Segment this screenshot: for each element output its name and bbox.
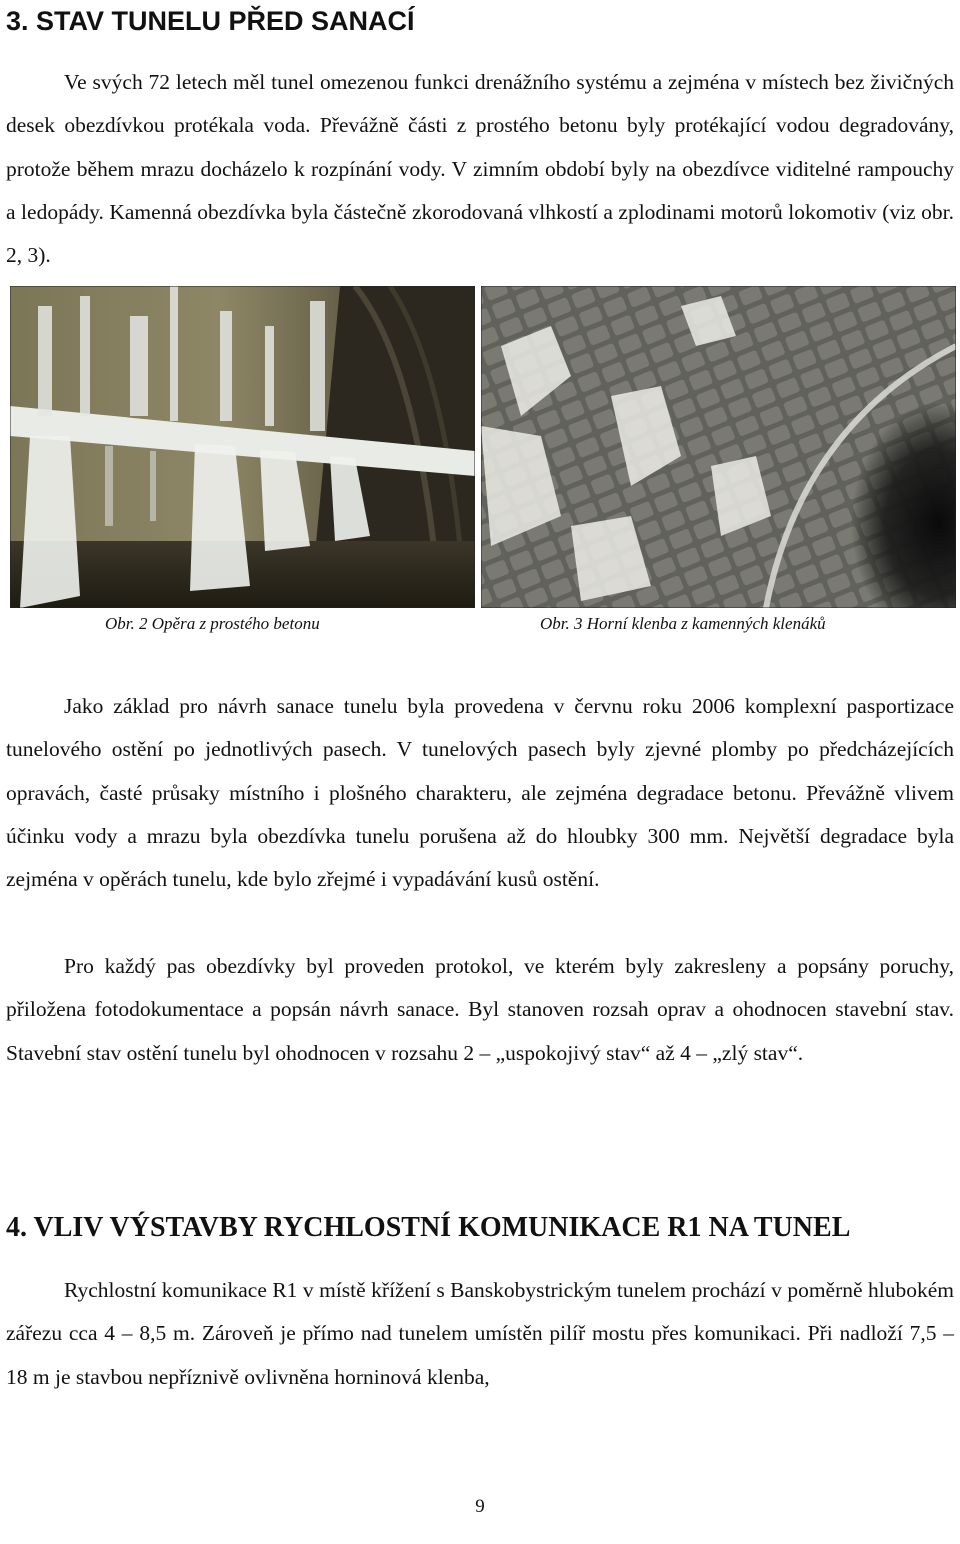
figure-3-caption: Obr. 3 Horní klenba z kamenných klenáků — [540, 614, 826, 633]
section-3-paragraph-2: Jako základ pro návrh sanace tunelu byla provedena v červnu roku 2006 komplexní pasportizace tunelového ostění po jednotlivých pasech. V tunelových pasech byly zjevné plomby po předcházejících opravách, časté průsaky místního i plošného charakteru, ale zejména degradace betonu. Převážně vlivem účinku vody a mrazu byla obezdívka tunelu porušena až do hloubky 300 mm. Největší degradace byla zejména v opěrách tunelu, kde bylo zřejmé i vypadávání kusů ostění. — [6, 694, 954, 892]
photo-concrete-abutment — [10, 286, 475, 608]
section-3-paragraph-1: Ve svých 72 letech měl tunel omezenou funkci drenážního systému a zejména v místech bez živičných desek obezdívkou protékala voda. Převážně části z prostého betonu byly protékající vodou degradovány, protože během mrazu docházelo k rozpínání vody. V zimním období byly na obezdívce viditelné rampouchy a ledopády. Kamenná obezdívka byla částečně zkorodovaná vlhkostí a zplodinami motorů lokomotiv (viz obr. 2, 3). — [6, 70, 954, 268]
section-4-heading: 4. VLIV VÝSTAVBY RYCHLOSTNÍ KOMUNIKACE R1 NA TUNEL — [6, 1212, 851, 1243]
section-4-paragraph-1: Rychlostní komunikace R1 v místě křížení s Banskobystrickým tunelem prochází v poměrně hlubokém zářezu cca 4 – 8,5 m. Zároveň je přímo nad tunelem umístěn pilíř mostu přes komunikaci. Při nadloží 7,5 – 18 m je stavbou nepříznivě ovlivněna horninová klenba, — [6, 1278, 954, 1389]
figure-2-caption: Obr. 2 Opěra z prostého betonu — [105, 614, 320, 633]
photo-stone-vault — [481, 286, 956, 608]
section-3-heading: 3. STAV TUNELU PŘED SANACÍ — [6, 6, 415, 36]
section-3-paragraph-3: Pro každý pas obezdívky byl proveden protokol, ve kterém byly zakresleny a popsány poruchy, přiložena fotodokumentace a popsán návrh sanace. Byl stanoven rozsah oprav a ohodnocen stavební stav. Stavební stav ostění tunelu byl ohodnocen v rozsahu 2 – „uspokojivý stav“ až 4 – „zlý stav“. — [6, 954, 954, 1065]
page-number: 9 — [475, 1496, 485, 1517]
